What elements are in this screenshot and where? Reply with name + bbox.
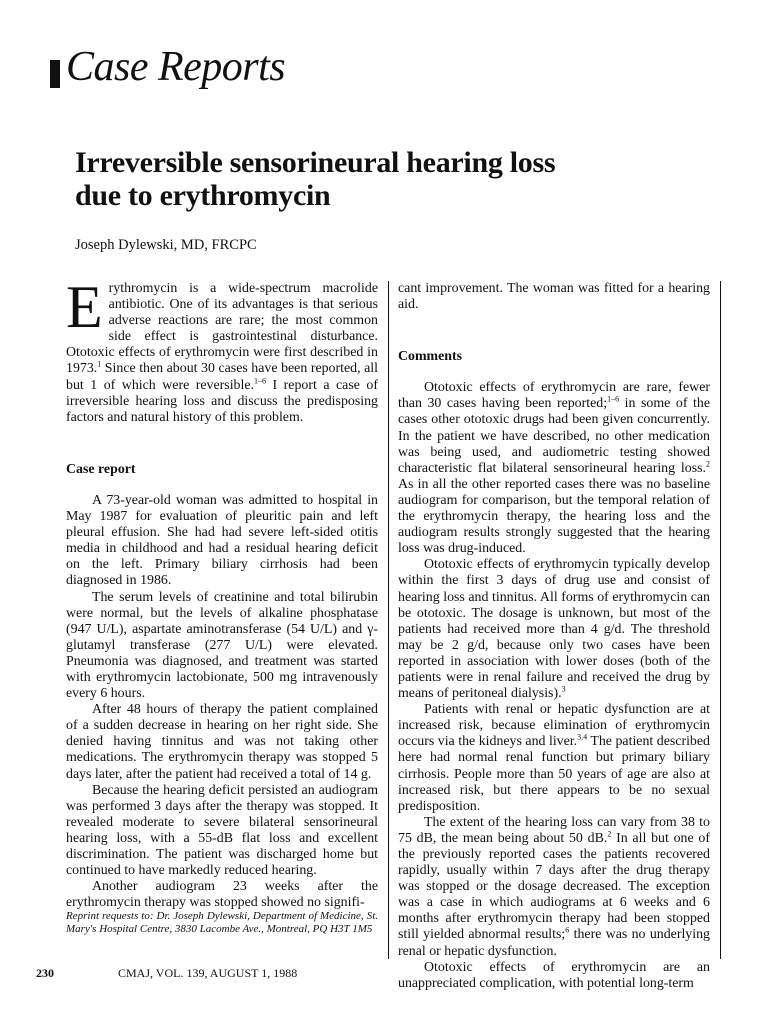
intro-text-b: Since then about 30 cases have been reported, all but 1 of which were reversible. xyxy=(66,361,378,393)
right-margin-rule xyxy=(720,281,721,959)
body-paragraph: Because the hearing deficit persisted an audiogram was performed 3 days after the therapy was stopped. It revealed moderate to severe bilateral sensorineural hearing loss, with a 55-dB flat loss and excellent discrimination. The patient was discharged home but continued to have markedly reduced hearing. xyxy=(66,782,378,879)
journal-citation: CMAJ, VOL. 139, AUGUST 1, 1988 xyxy=(118,966,298,980)
citation-ref: 3,4 xyxy=(577,732,588,742)
column-divider xyxy=(388,281,389,959)
comment-text: in some of the cases other ototoxic drugs had been given concurrently. In the patient we have described, no other medication was being used, and audiometric testing showed characteristic flat bilateral sensorineural hearing loss. xyxy=(398,396,711,476)
body-paragraph: After 48 hours of therapy the patient complained of a sudden decrease in hearing on her right side. She denied having tinnitus and was not taking other medications. The erythromycin therapy was stopped 5 days later, after the patient had received a total of 14 g. xyxy=(66,702,378,782)
case-report-heading: Case report xyxy=(66,461,136,477)
article-author: Joseph Dylewski, MD, FRCPC xyxy=(75,237,257,253)
intro-paragraph xyxy=(66,274,378,426)
intro-text: rythromycin is a wide-spectrum macrolide antibiotic. One of its advantages is that serious adverse reactions are rare; the most common side effect is gastrointestinal disturbance. Ototoxic effects of erythromycin were first described in 1973. xyxy=(66,281,378,377)
article-title-line-2: due to erythromycin xyxy=(75,179,331,212)
comment-text: As in all the other reported cases there was no baseline audiogram for comparison, but the temporal relation of the erythromycin therapy, the hearing loss and the audiogram results strongly suggested that the hearing loss was drug-induced. xyxy=(398,476,710,557)
body-paragraph: A 73-year-old woman was admitted to hospital in May 1987 for evaluation of pleuritic pain and left pleural effusion. She had had severe left-sided otitis media in childhood and had a residual hearing deficit on the left. Primary biliary cirrhosis had been diagnosed in 1986. xyxy=(66,492,378,589)
comment-text: Patients with renal or hepatic dysfunction are at increased risk, because elimination of erythromycin occurs via the kidneys and liver. xyxy=(398,702,710,750)
body-paragraph: cant improvement. The woman was fitted for a hearing aid. xyxy=(398,281,710,313)
comment-text: The extent of the hearing loss can vary from 38 to 75 dB, the mean being about 50 dB. xyxy=(398,814,710,846)
citation-ref: 1–6 xyxy=(607,394,620,404)
article-title-line-1: Irreversible sensorineural hearing loss xyxy=(75,146,556,179)
comment-text: Ototoxic effects of erythromycin are rare, fewer than 30 cases having been reported; xyxy=(398,380,710,412)
body-paragraph xyxy=(398,380,710,557)
section-marker-bar xyxy=(50,60,60,88)
body-paragraph: The serum levels of creatinine and total bilirubin were normal, but the levels of alkaline phosphatase (947 U/L), aspartate aminotransferase (54 U/L) and γ-glutamyl transferase (277 U/L) were elevated. Pneumonia was diagnosed, and treatment was started with erythromycin lactobionate, 500 mg intravenously every 6 hours. xyxy=(66,589,378,702)
citation-ref: 2 xyxy=(706,459,710,469)
citation-ref: 1 xyxy=(97,359,102,369)
comment-text: Ototoxic effects of erythromycin typically develop within the first 3 days of drug use and consist of hearing loss and tinnitus. All forms of erythromycin can be ototoxic. The dosage is unknown, but most of the patients had received more than 4 g/d. The threshold may be 2 g/d, because only two cases have been reported in association with lower doses (both of the patients were in renal failure and received the drug by means of peritoneal dialysis). xyxy=(398,557,710,702)
body-paragraph: Ototoxic effects of erythromycin are an unappreciated complication, with potential long-term xyxy=(398,959,710,991)
page-number: 230 xyxy=(36,966,54,980)
right-column xyxy=(398,281,710,992)
citation-ref: 6 xyxy=(565,925,570,935)
drop-cap: E xyxy=(66,274,103,340)
article-title xyxy=(75,146,695,212)
comment-text: In all but one of the previously reported cases the patients recovered rapidly, usually within 7 days after the drug therapy was stopped or the dosage decreased. The exception was a case in which audiograms at 6 weeks and 6 months after erythromycin therapy had been stopped still yielded abnormal results; xyxy=(398,830,710,943)
reprint-request-note: Reprint requests to: Dr. Joseph Dylewski, Department of Medicine, St. Mary's Hospital Centre, 3830 Lacombe Ave., Montreal, PQ H3T 1M5 xyxy=(66,910,378,936)
section-heading: Case Reports xyxy=(66,44,286,90)
body-paragraph: Another audiogram 23 weeks after the erythromycin therapy was stopped showed no signifi- xyxy=(66,879,378,911)
left-column xyxy=(66,274,378,911)
citation-ref: 2 xyxy=(607,829,612,839)
citation-ref: 3 xyxy=(561,684,566,694)
comment-text: The patient described here had normal renal function but primary biliary cirrhosis. People more than 50 years of age are also at increased risk, but there appears to be no sexual predisposition. xyxy=(398,734,710,814)
comments-heading: Comments xyxy=(398,349,463,365)
intro-text-c: I report a case of irreversible hearing loss and discuss the predisposing factors and natural history of this problem. xyxy=(66,377,378,425)
comment-text: there was no underlying renal or hepatic dysfunction. xyxy=(398,927,711,959)
body-paragraph xyxy=(398,815,710,960)
body-paragraph xyxy=(398,557,710,702)
citation-ref: 1–6 xyxy=(254,375,266,385)
body-paragraph xyxy=(398,702,710,815)
